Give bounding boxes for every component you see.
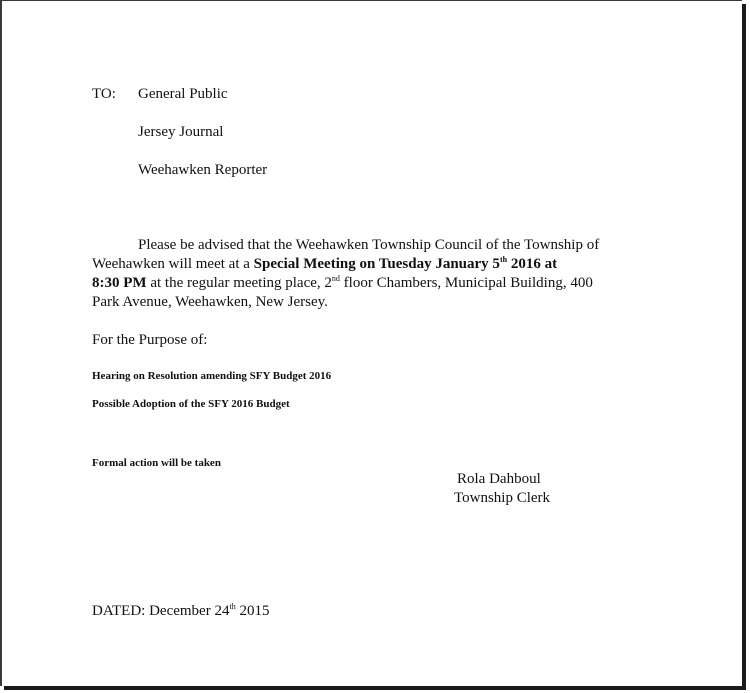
to-label: TO: [92, 86, 116, 102]
notice-place-text-after: floor Chambers, Municipal Building, 400 [339, 275, 593, 291]
signature-name: Rola Dahboul [457, 471, 541, 487]
purpose-item-1: Hearing on Resolution amending SFY Budget 2016 [92, 370, 332, 382]
signature-title: Township Clerk [454, 490, 551, 506]
recipient-general-public: General Public [138, 86, 228, 102]
notice-place-text: at the regular meeting place, 2 [146, 275, 332, 291]
meeting-date-text: Special Meeting on Tuesday January 5 [253, 256, 500, 272]
notice-line-2 [92, 255, 557, 274]
floor-ordinal: nd [331, 274, 340, 283]
meeting-date-bold [254, 256, 557, 272]
notice-line-4: Park Avenue, Weehawken, New Jersey. [92, 294, 328, 310]
recipient-weehawken-reporter: Weehawken Reporter [138, 162, 268, 178]
date-ordinal: th [499, 255, 508, 264]
dated-text: DATED: December 24 [92, 603, 230, 619]
meeting-time-bold: 8:30 PM [92, 275, 147, 291]
dated-year: 2015 [235, 603, 270, 619]
recipient-jersey-journal: Jersey Journal [138, 124, 224, 140]
notice-line-3 [92, 274, 593, 293]
purpose-item-2: Possible Adoption of the SFY 2016 Budget [92, 398, 290, 410]
formal-action-note: Formal action will be taken [92, 457, 221, 469]
notice-text: Weehawken will meet at a [92, 256, 254, 272]
notice-line-1: Please be advised that the Weehawken Township Council of the Township of [138, 237, 600, 253]
dated-line [92, 602, 269, 621]
meeting-year-text: 2016 at [507, 256, 558, 272]
purpose-heading: For the Purpose of: [92, 332, 208, 348]
dated-ordinal: th [229, 602, 236, 611]
